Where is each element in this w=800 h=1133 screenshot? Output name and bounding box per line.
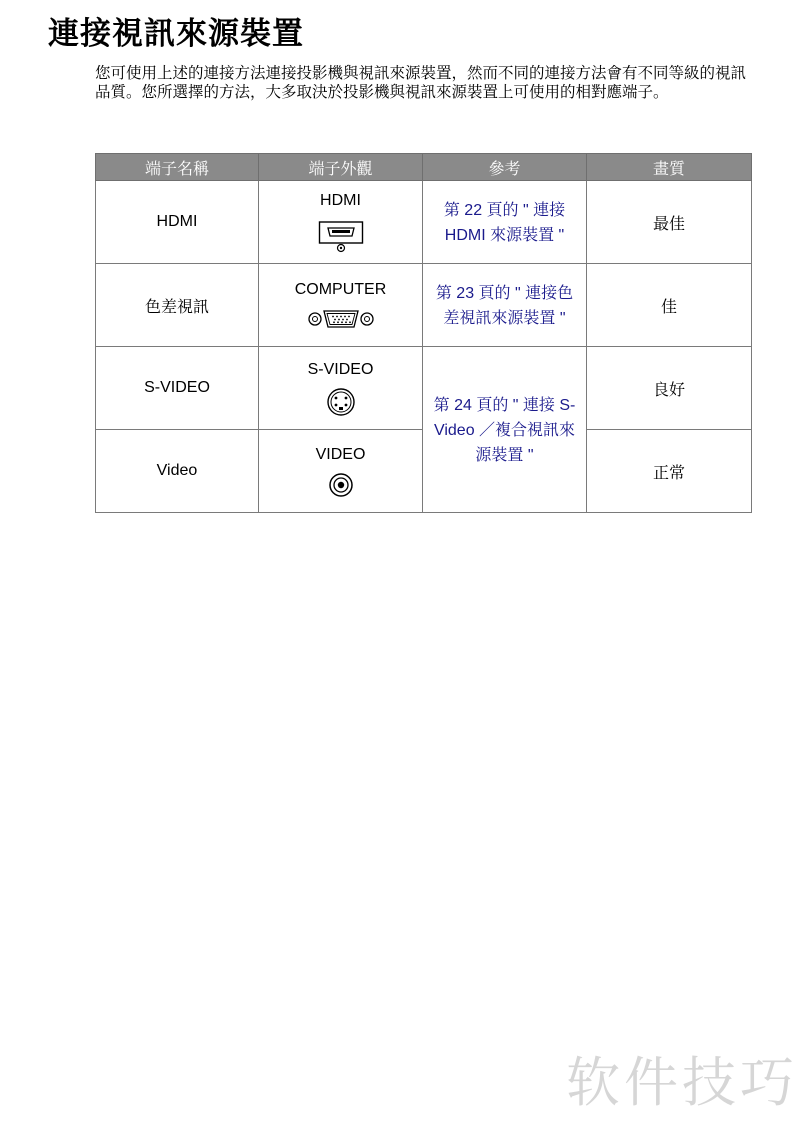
reference-cell-component[interactable] <box>423 264 587 347</box>
look-label: S-VIDEO <box>307 361 374 378</box>
terminal-name-cell: 色差視訊 <box>96 264 259 347</box>
terminal-name-cell: S-VIDEO <box>96 347 259 430</box>
connector-table <box>95 153 752 513</box>
terminal-name-cell: Video <box>96 430 259 513</box>
reference-link[interactable]: 第 23 頁的 " 連接色差視訊來源裝置 " <box>435 284 574 327</box>
quality-cell: 佳 <box>587 264 752 347</box>
reference-cell-svideo-composite[interactable] <box>423 347 587 513</box>
terminal-name-cell: HDMI <box>96 181 259 264</box>
page-title: 連接視訊來源裝置 <box>48 16 304 52</box>
header-terminal-look: 端子外觀 <box>259 154 423 181</box>
vga-port-icon <box>307 307 375 331</box>
header-reference: 參考 <box>423 154 587 181</box>
header-quality: 畫質 <box>587 154 752 181</box>
look-label: VIDEO <box>315 446 366 463</box>
table-row <box>96 264 752 347</box>
reference-link[interactable]: 第 22 頁的 " 連接 HDMI 來源裝置 " <box>443 201 566 244</box>
header-terminal-name: 端子名稱 <box>96 154 259 181</box>
watermark: 软件技巧 <box>566 1051 798 1114</box>
look-label: COMPUTER <box>294 281 387 298</box>
reference-cell-hdmi[interactable] <box>423 181 587 264</box>
reference-link[interactable]: 第 24 頁的 " 連接 S-Video ／複合視訊來源裝置 " <box>433 396 576 464</box>
quality-cell: 正常 <box>587 430 752 513</box>
intro-paragraph: 您可使用上述的連接方法連接投影機與視訊來源裝置，然而不同的連接方法會有不同等級的視訊品質。您所選擇的方法，大多取決於投影機與視訊來源裝置上可使用的相對應端子。 <box>95 64 747 101</box>
terminal-look-cell <box>259 264 423 347</box>
svideo-port-icon <box>326 387 356 417</box>
table-header-row <box>96 154 752 181</box>
quality-cell: 最佳 <box>587 181 752 264</box>
terminal-look-cell <box>259 347 423 430</box>
terminal-look-cell <box>259 430 423 513</box>
look-label: HDMI <box>320 192 361 209</box>
hdmi-port-icon <box>318 218 364 254</box>
terminal-look-cell <box>259 181 423 264</box>
table-row <box>96 181 752 264</box>
rca-port-icon <box>328 472 354 498</box>
table-row <box>96 347 752 430</box>
quality-cell: 良好 <box>587 347 752 430</box>
